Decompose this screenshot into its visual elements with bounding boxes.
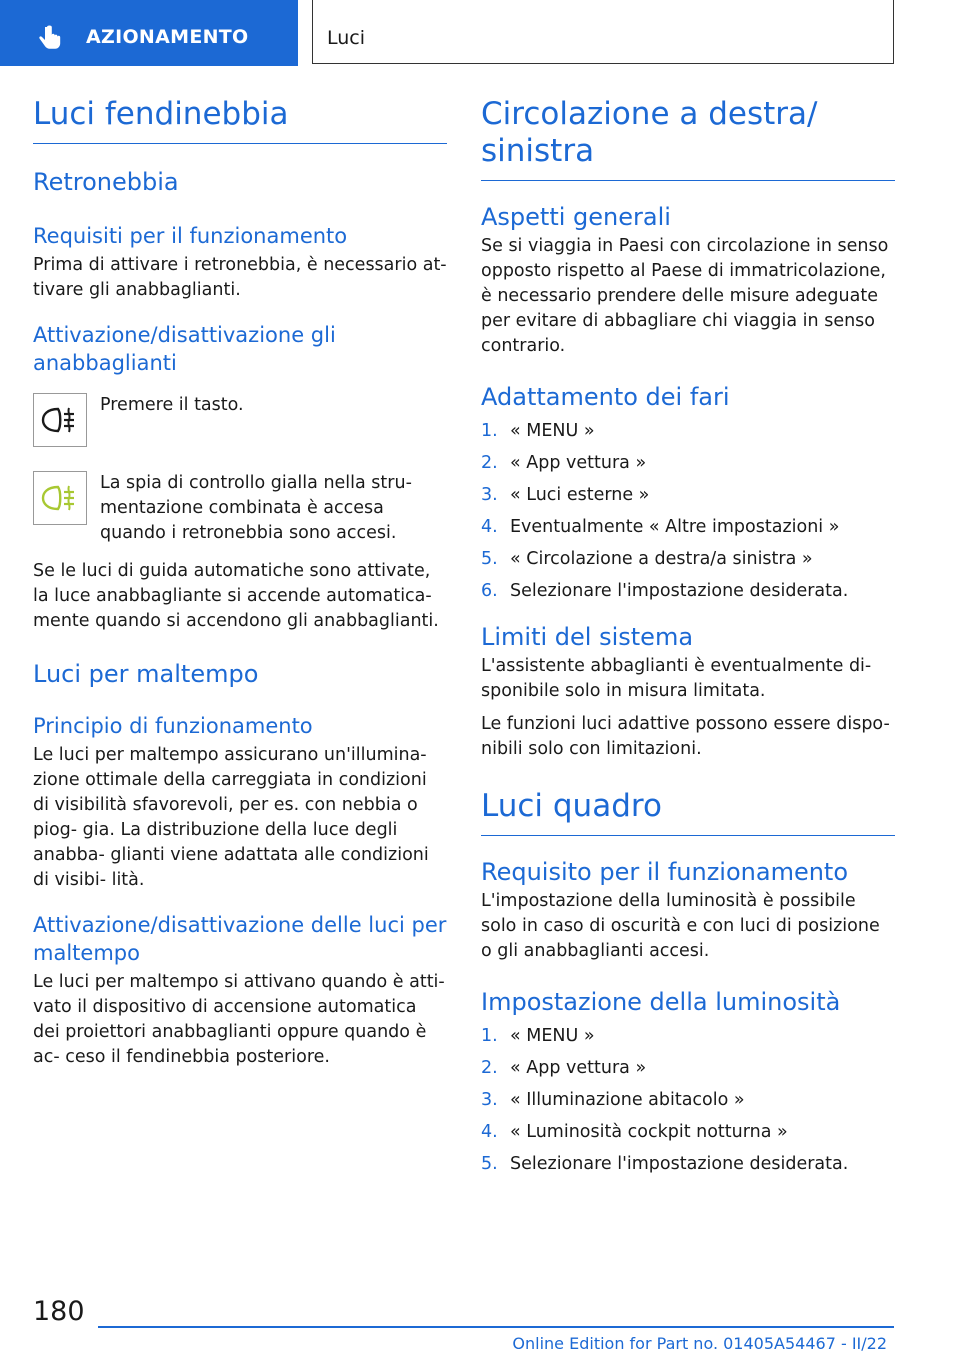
indicator-row: [33, 471, 447, 547]
quadro-requirement-text: L'impostazione della luminosità è possibile solo in caso di oscurità e con luci di posizione o gli anabbaglianti accesi.: [481, 891, 880, 961]
brightness-steps-list: [481, 1024, 895, 1184]
list-item: 3. « Illuminazione abitacolo »: [481, 1090, 745, 1110]
list-item: 4. « Luminosità cockpit notturna »: [481, 1122, 788, 1142]
footer-divider: [98, 1326, 894, 1328]
brightness-heading: Impostazione della luminosità: [481, 988, 841, 1016]
system-limits-heading: Limiti del sistema: [481, 623, 694, 651]
section-box: [312, 0, 894, 64]
requirements-text: Prima di attivare i retronebbia, è necessario at- tivare gli anabbaglianti.: [33, 255, 447, 300]
bad-weather-activation-heading: Attivazione/disattivazione delle luci per maltempo: [33, 913, 447, 965]
list-item: 5. « Circolazione a destra/a sinistra »: [481, 549, 813, 569]
list-item: 6. Selezionare l'impostazione desiderata.: [481, 581, 849, 601]
requirements-heading: Requisiti per il funzionamento: [33, 224, 348, 248]
fog-lights-title: Luci fendinebbia: [33, 96, 447, 144]
rear-fog-heading: Retronebbia: [33, 168, 179, 196]
edition-text: Online Edition for Part no. 01405A54467 - II/22: [512, 1334, 887, 1353]
list-item: 1. « MENU »: [481, 421, 595, 441]
quadro-requirement-heading: Requisito per il funzionamento: [481, 858, 849, 886]
chapter-label: AZIONAMENTO: [86, 26, 249, 48]
principle-text: Le luci per maltempo assicurano un'illumina- zione ottimale della carreggiata in condizioni di visibilità sfavorevoli, per es. con nebbia o piog- gia. La distribuzione della luce degli anabba- glianti viene adattata alle condizioni di visibi- lità.: [33, 745, 429, 890]
system-limits-text-1: L'assistente abbaglianti è eventualmente di- sponibile solo in misura limitata.: [481, 656, 872, 701]
page-number: 180: [33, 1296, 85, 1327]
adapt-steps-list: [481, 419, 895, 611]
traffic-side-title: Circolazione a destra/ sinistra: [481, 96, 895, 181]
auto-lights-text: Se le luci di guida automatiche sono attivate, la luce anabbagliante si accende automatica- mente quando si accendono gli anabbaglianti.: [33, 561, 439, 631]
system-limits-text-2: Le funzioni luci adattive possono essere dispo- nibili solo con limitazioni.: [481, 714, 890, 759]
list-item: 2. « App vettura »: [481, 453, 647, 473]
list-item: 5. Selezionare l'impostazione desiderata.: [481, 1154, 849, 1174]
headlight-adapt-heading: Adattamento dei fari: [481, 383, 730, 411]
general-text: Se si viaggia in Paesi con circolazione in senso opposto rispetto al Paese di immatricolazione, è necessario prendere delle misure adeguate per evitare di abbagliare chi viaggia in senso contrario.: [481, 236, 889, 356]
bad-weather-activation-text: Le luci per maltempo si attivano quando è atti- vato il dispositivo di accensione automatica dei proiettori anabbaglianti oppure quando è ac- ceso il fendinebbia posteriore.: [33, 972, 445, 1067]
list-item: 4. Eventualmente « Altre impostazioni »: [481, 517, 840, 537]
rear-fog-button-icon: [33, 393, 87, 447]
hand-pointer-icon: [36, 24, 66, 54]
press-button-row: [33, 393, 447, 453]
chapter-tab: [0, 0, 298, 66]
page-header: [0, 0, 960, 66]
list-item: 3. « Luci esterne »: [481, 485, 650, 505]
bad-weather-heading: Luci per maltempo: [33, 660, 259, 688]
left-column: [33, 96, 447, 1070]
right-column: [481, 96, 895, 1184]
press-button-text: Premere il tasto.: [100, 395, 244, 415]
indicator-text: La spia di controllo gialla nella stru- mentazione combinata è accesa quando i retronebbia sono accesi.: [100, 473, 412, 543]
dashboard-lights-title: Luci quadro: [481, 788, 895, 836]
rear-fog-indicator-icon: [33, 471, 87, 525]
list-item: 2. « App vettura »: [481, 1058, 647, 1078]
list-item: 1. « MENU »: [481, 1026, 595, 1046]
principle-heading: Principio di funzionamento: [33, 714, 313, 738]
section-label: Luci: [327, 27, 366, 49]
activation-heading: Attivazione/disattivazione gli anabbaglianti: [33, 323, 336, 375]
general-heading: Aspetti generali: [481, 203, 671, 231]
